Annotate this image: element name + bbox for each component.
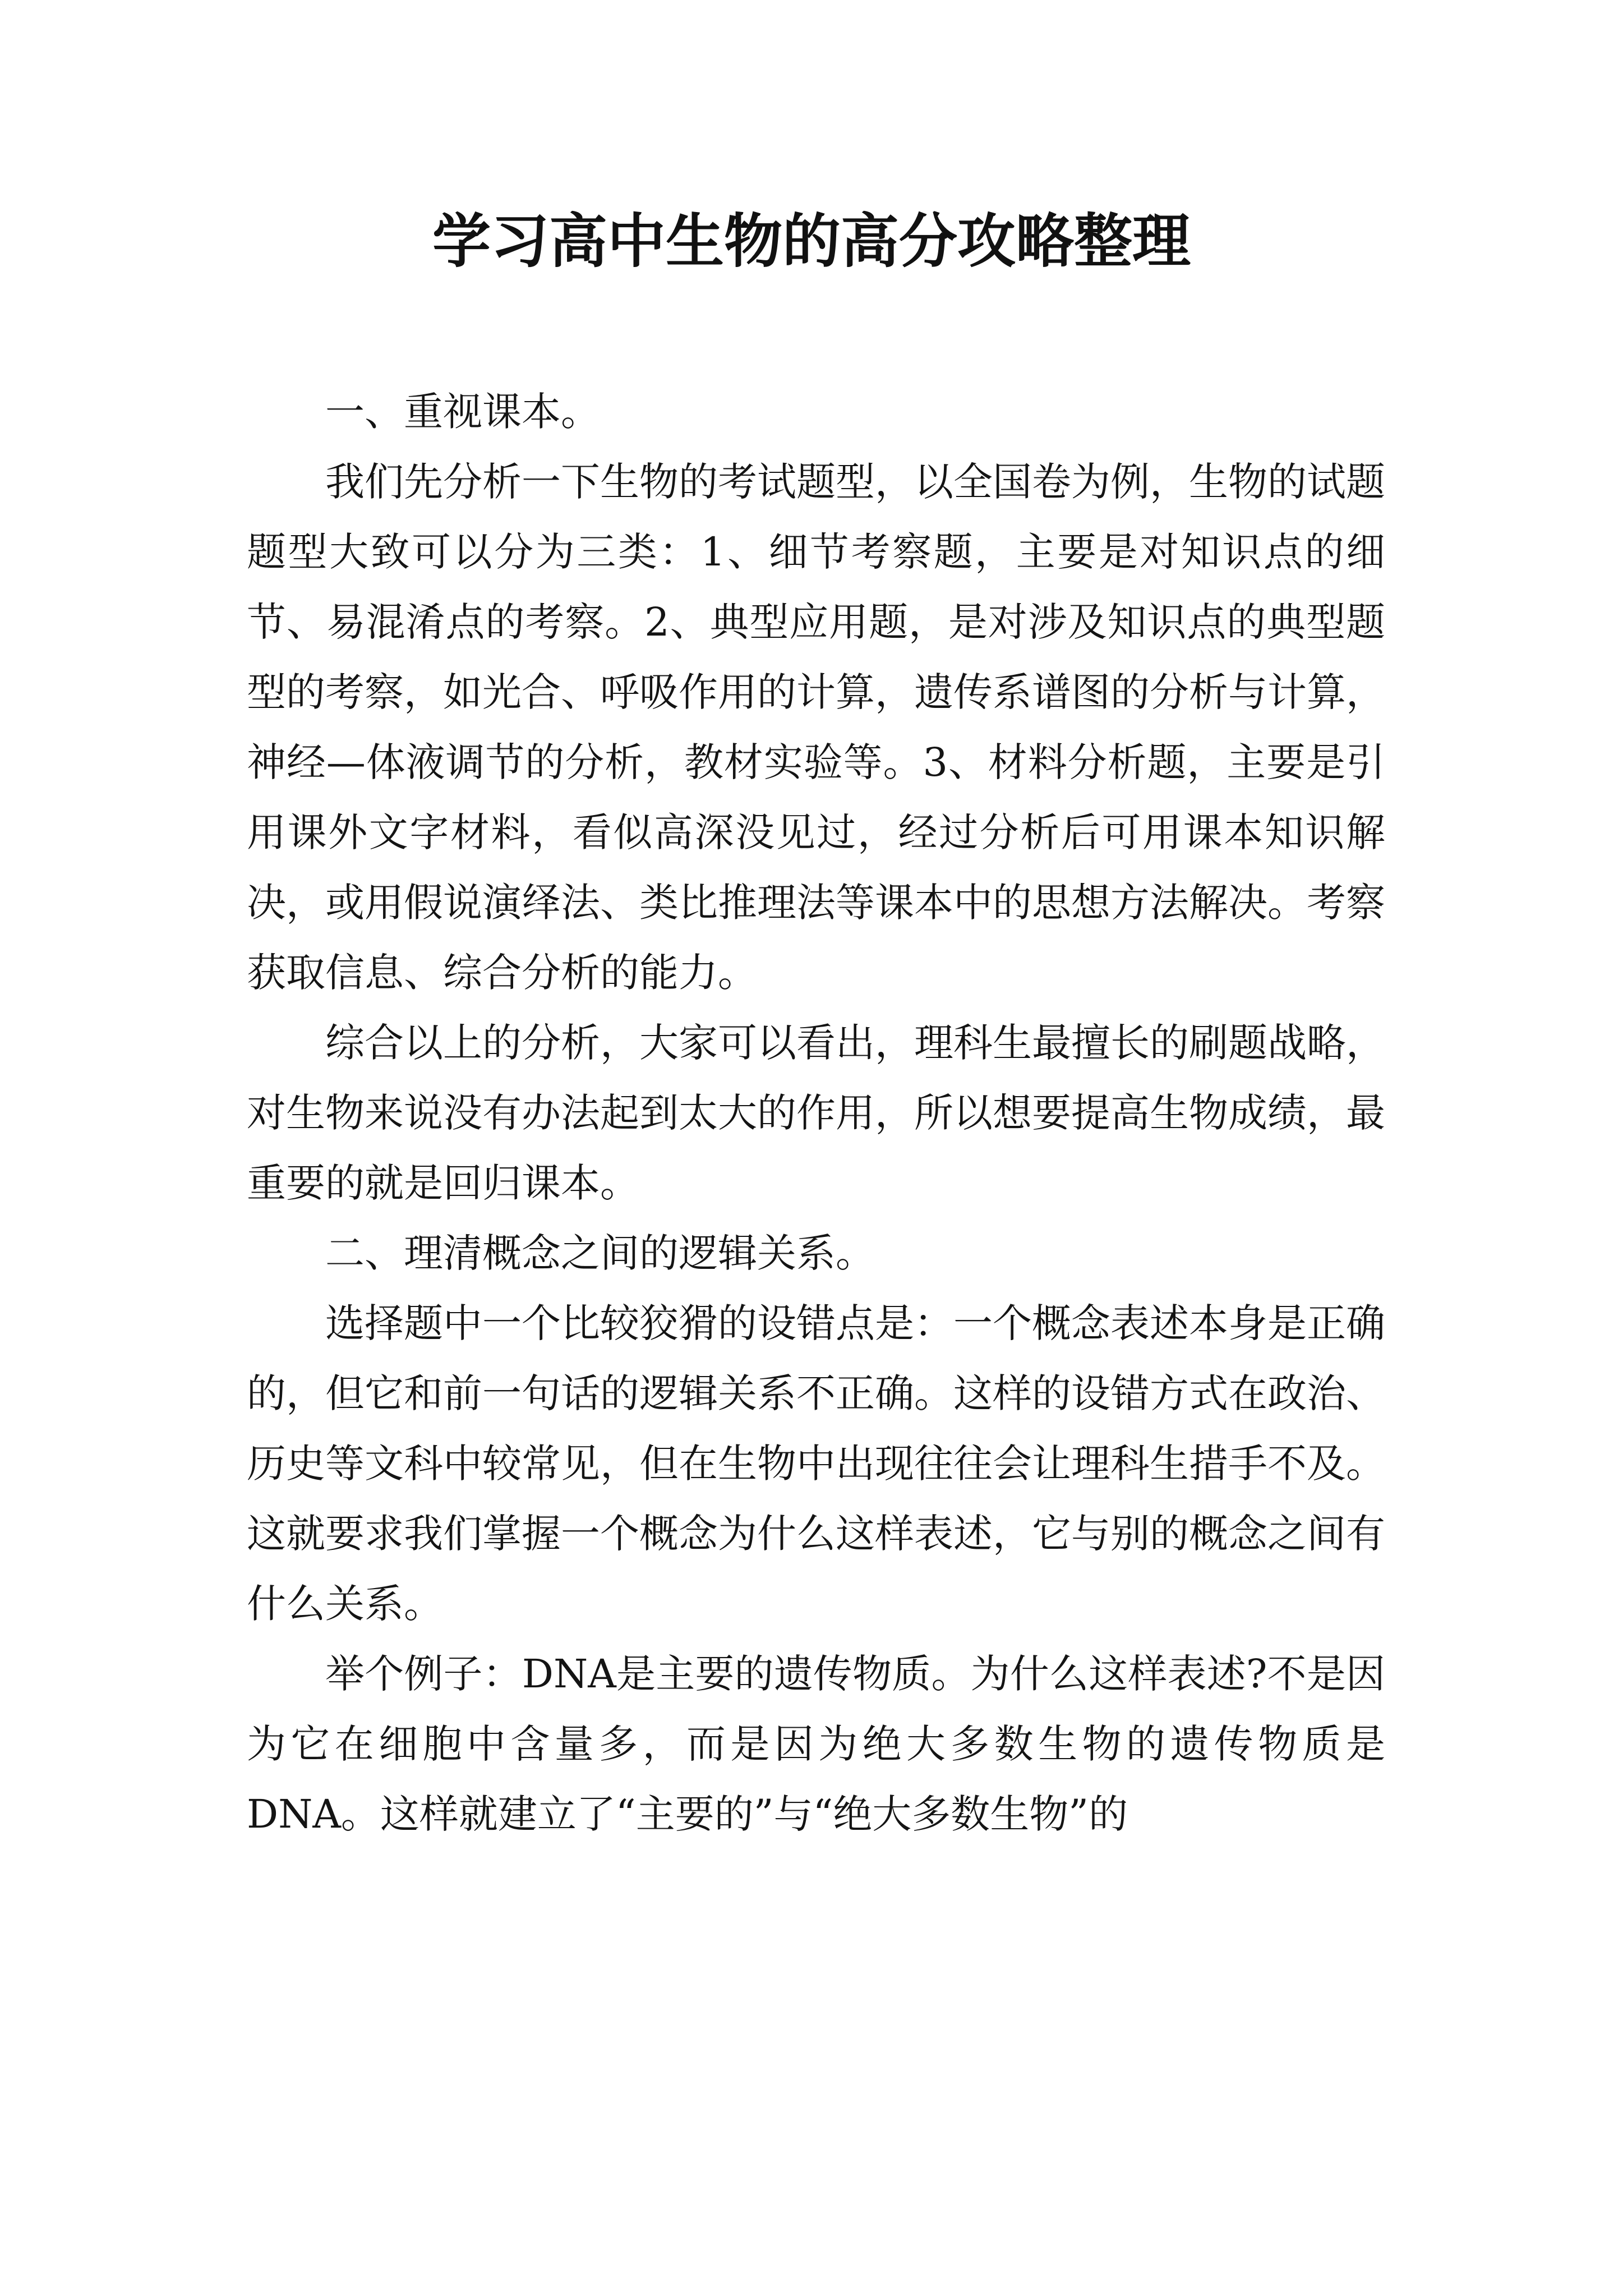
paragraph-exam-types: 我们先分析一下生物的考试题型，以全国卷为例，生物的试题题型大致可以分为三类：1、细节考察题，主要是对知识点的细节、易混淆点的考察。2、典型应用题，是对涉及知识点的典型题型的考察，如光合、呼吸作用的计算，遗传系谱图的分析与计算，神经—体液调节的分析，教材实验等。3、材料分析题，主要是引用课外文字材料，看似高深没见过，经过分析后可用课本知识解决，或用假说演绎法、类比推理法等课本中的思想方法解决。考察获取信息、综合分析的能力。 <box>247 459 1385 996</box>
section-heading-2: 二、理清概念之间的逻辑关系。 <box>325 1230 875 1276</box>
paragraph-dna-example: 举个例子：DNA是主要的遗传物质。为什么这样表述?不是因为它在细胞中含量多，而是因为绝大多数生物的遗传物质是DNA。这样就建立了“主要的”与“绝大多数生物”的 <box>247 1651 1385 1837</box>
document-title: 学习高中生物的高分攻略整理 <box>432 206 1191 275</box>
document-body <box>247 377 1385 1849</box>
paragraph-logic-trap: 选择题中一个比较狡猾的设错点是：一个概念表述本身是正确的，但它和前一句话的逻辑关系不正确。这样的设错方式在政治、历史等文科中较常见，但在生物中出现往往会让理科生措手不及。这就要求我们掌握一个概念为什么这样表述，它与别的概念之间有什么关系。 <box>247 1300 1385 1627</box>
paragraph-conclusion: 综合以上的分析，大家可以看出，理科生最擅长的刷题战略，对生物来说没有办法起到太大的作用，所以想要提高生物成绩，最重要的就是回归课本。 <box>247 1020 1385 1206</box>
section-heading-1: 一、重视课本。 <box>325 389 600 435</box>
